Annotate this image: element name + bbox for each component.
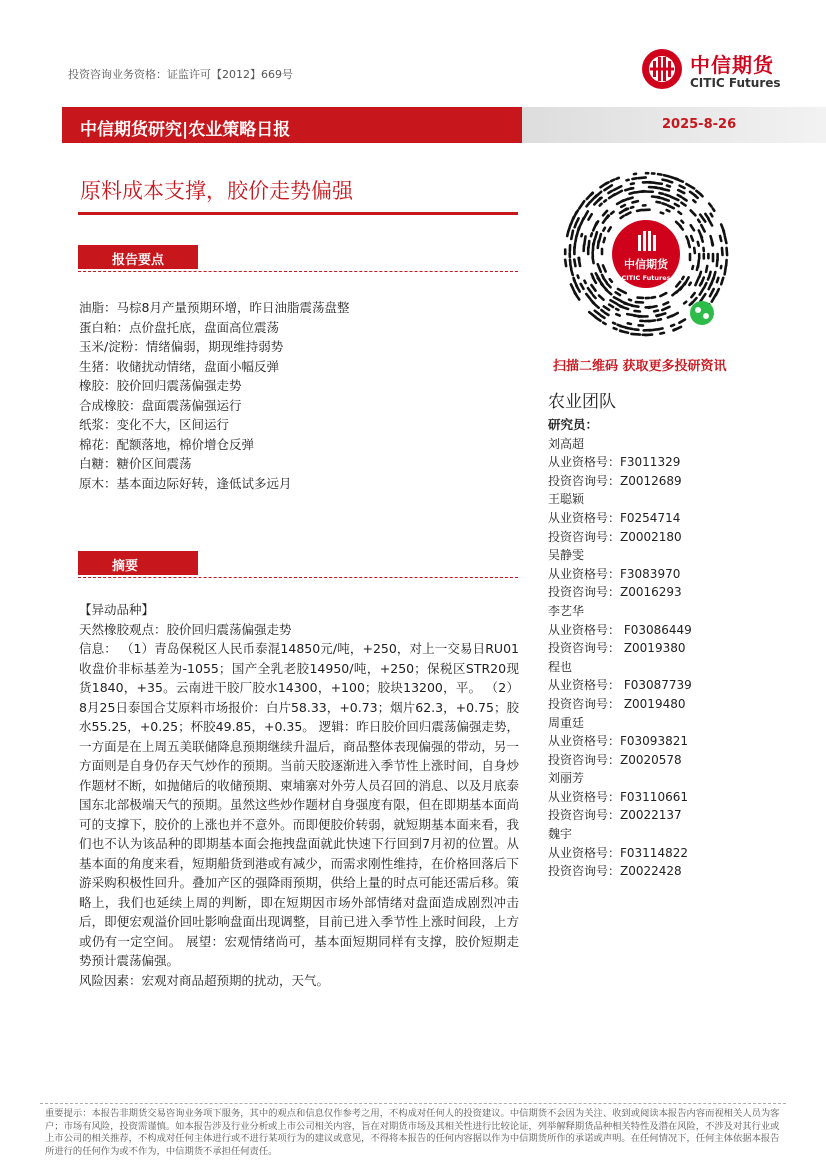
qr-dot xyxy=(667,186,670,187)
qr-dot xyxy=(665,195,670,197)
qr-dot xyxy=(611,212,613,214)
team-member xyxy=(548,714,768,770)
qr-dot xyxy=(622,302,627,304)
list-item: 合成橡胶：盘面震荡偏强运行 xyxy=(79,397,242,413)
qr-dot xyxy=(613,323,615,324)
section-label: 【异动品种】 xyxy=(79,602,155,617)
qr-dot xyxy=(708,278,709,280)
qr-dot xyxy=(632,201,637,202)
list-item: 生猪：收储扰动情绪，盘面小幅反弹 xyxy=(79,358,280,374)
qr-dot xyxy=(717,260,718,266)
qr-dot xyxy=(706,266,707,272)
qr-dot xyxy=(693,200,695,202)
member-advisory-id: 投资咨询号：Z0020578 xyxy=(548,752,682,767)
qr-dot xyxy=(626,212,631,214)
qr-dot xyxy=(686,236,688,241)
qr-dot xyxy=(614,297,621,301)
qr-dot xyxy=(701,195,703,197)
qr-dot xyxy=(700,215,705,222)
qr-dot xyxy=(661,189,669,191)
key-points-header xyxy=(78,245,518,269)
qr-dot xyxy=(668,181,672,182)
qr-dot xyxy=(658,197,663,198)
list-item: 纸浆：变化不大，区间运行 xyxy=(79,417,230,432)
qr-dot xyxy=(632,178,636,179)
qr-dot xyxy=(691,210,696,215)
qr-dot xyxy=(608,191,611,193)
qr-dot xyxy=(604,306,609,310)
qr-dot xyxy=(691,236,693,241)
qr-dot xyxy=(578,226,580,231)
qr-dot xyxy=(593,295,595,298)
team-member xyxy=(548,546,768,602)
qr-dot xyxy=(709,219,713,225)
qr-dot xyxy=(602,275,603,278)
qr-dot xyxy=(604,200,606,201)
qr-dot xyxy=(680,226,683,229)
summary-body xyxy=(79,600,519,990)
member-qualification: 从业资格号：F0254714 xyxy=(548,510,681,525)
qr-dot xyxy=(695,278,698,286)
qr-dot xyxy=(625,209,628,210)
member-qualification: 从业资格号： F03086449 xyxy=(548,622,692,637)
qr-dot xyxy=(698,220,699,222)
qr-dot xyxy=(721,278,723,284)
qr-dot xyxy=(603,228,605,231)
member-name: 李艺华 xyxy=(548,603,585,618)
qr-dot xyxy=(691,225,694,230)
qr-dot xyxy=(578,276,579,278)
qr-dot xyxy=(654,311,658,312)
qr-dot xyxy=(608,227,610,231)
qr-dot xyxy=(631,183,634,184)
qr-dot xyxy=(717,278,718,282)
qr-dot xyxy=(679,319,685,322)
risk-text: 风险因素：宏观对商品超预期的扰动，天气。 xyxy=(79,972,330,988)
qr-dot xyxy=(570,264,571,269)
qr-dot xyxy=(629,300,631,301)
qr-dot xyxy=(591,233,592,236)
qr-dot xyxy=(667,210,670,211)
key-points-heading: 报告要点 xyxy=(112,253,165,268)
qr-dot xyxy=(709,204,711,207)
member-advisory-id: 投资咨询号：Z0022137 xyxy=(548,808,682,823)
qr-dot xyxy=(628,198,632,199)
qr-dot xyxy=(700,283,701,285)
qr-dot xyxy=(701,225,704,231)
list-item: 白糖：糖价区间震荡 xyxy=(79,456,192,471)
qr-dot xyxy=(678,190,684,193)
qr-dot xyxy=(710,289,714,296)
logo-en-text: CITIC Futures xyxy=(690,76,781,90)
qr-dot xyxy=(725,236,727,243)
qr-dot xyxy=(603,323,605,324)
qr-dot xyxy=(607,283,611,287)
qr-dot xyxy=(658,319,661,320)
qr-dot xyxy=(583,211,587,219)
disclaimer-text: 重要提示：本报告非期货交易咨询业务项下服务，其中的观点和信息仅作参考之用，不构成对任何人的投资建议。中信期货不会因为关注、收到或阅读本报告内容而视相关人员为客户；市场有风险，投资需谨慎。如本报告涉及行业分析或上市公司相关内容，旨在对期货市场及其相关性进行比较论证，列举解释期货品种相关特性及潜在风险，不涉及对其行业或上市公司的相关推荐，不构成对任何主体进行或不进行某项行为的建议或意见，不得将本报告的任何内容据以作为中信期货所作的承诺或声明。在任何情况下，任何主体依据本报告所进行的任何作为或不作为，中信期货不承担任何责任。 xyxy=(45,1108,780,1157)
qr-dot xyxy=(574,278,575,281)
title-divider xyxy=(78,212,518,215)
qr-dot xyxy=(711,214,713,217)
report-date: 2025-8-26 xyxy=(662,117,737,132)
qr-dot xyxy=(607,216,609,218)
member-advisory-id: 投资咨询号：Z0022428 xyxy=(548,864,682,879)
qr-dot xyxy=(631,334,640,335)
qr-dot xyxy=(598,264,601,272)
qr-dot xyxy=(592,274,594,278)
qr-dot xyxy=(616,314,619,315)
list-item: 棉花：配额落地，棉价增仓反弹 xyxy=(79,436,255,452)
qr-dot xyxy=(575,223,577,228)
qr-dot xyxy=(678,195,682,197)
report-banner xyxy=(0,107,826,143)
qr-dot xyxy=(676,282,680,287)
member-qualification: 从业资格号： F03087739 xyxy=(548,678,692,693)
qr-dot xyxy=(690,302,693,304)
qr-dot xyxy=(637,210,642,211)
qr-dot xyxy=(601,315,605,317)
member-advisory-id: 投资咨询号： Z0019380 xyxy=(548,641,686,656)
qr-dot xyxy=(713,208,715,210)
qr-dot xyxy=(589,241,590,248)
member-name: 吴静雯 xyxy=(548,548,585,563)
member-qualification: 从业资格号：F03114822 xyxy=(548,845,688,860)
team-member xyxy=(548,435,768,491)
qr-dot xyxy=(588,214,591,219)
qr-dot xyxy=(616,309,618,310)
qr-dot xyxy=(712,294,716,301)
qr-dot xyxy=(574,260,575,266)
qr-dot xyxy=(596,318,600,321)
qr-dot xyxy=(594,240,595,245)
qr-dot xyxy=(709,272,710,277)
qr-dot xyxy=(589,312,595,317)
member-qualification: 从业资格号：F3011329 xyxy=(548,455,681,470)
qr-dot xyxy=(709,283,712,289)
qr-dot xyxy=(603,265,606,271)
qr-dot xyxy=(700,294,705,301)
member-name: 王聪颖 xyxy=(548,492,585,507)
qr-center-cn: 中信期货 xyxy=(624,258,668,271)
qr-dot xyxy=(683,198,687,200)
section-divider xyxy=(78,271,518,272)
qr-dot xyxy=(599,234,601,242)
qr-dot xyxy=(678,212,681,214)
qr-dot xyxy=(668,316,673,318)
qr-dot xyxy=(603,211,607,215)
qr-dot xyxy=(610,279,612,282)
banner-title: 中信期货研究|农业策略日报 xyxy=(80,120,291,140)
qr-dot xyxy=(681,221,683,223)
qr-dot xyxy=(727,248,728,255)
qr-dot xyxy=(663,302,668,304)
member-name: 刘高超 xyxy=(548,436,585,451)
qr-caption: 扫描二维码 获取更多投研资讯 xyxy=(553,359,727,374)
qr-dot xyxy=(591,193,593,195)
qr-dot xyxy=(692,266,693,269)
page-title: 原料成本支撑，胶价走势偏强 xyxy=(80,179,353,203)
qr-dot xyxy=(698,242,699,246)
qr-dot xyxy=(657,202,661,203)
qr-dot xyxy=(638,177,645,178)
member-name: 周重廷 xyxy=(548,715,585,730)
qr-dot xyxy=(668,206,674,209)
qr-dot xyxy=(584,281,585,283)
member-name: 程也 xyxy=(548,659,573,674)
qr-dot xyxy=(682,277,683,279)
qr-dot xyxy=(581,234,582,236)
qr-dot xyxy=(581,284,584,289)
qr-dot xyxy=(661,213,663,214)
qr-dot xyxy=(591,300,594,303)
qr-dot xyxy=(609,305,613,307)
qr-dot xyxy=(567,231,568,236)
qr-dot xyxy=(571,270,573,275)
qr-dot xyxy=(614,328,617,329)
team-member xyxy=(548,825,768,881)
qr-dot xyxy=(595,311,600,315)
member-name: 刘丽芳 xyxy=(548,771,585,786)
qr-dot xyxy=(627,314,635,315)
qr-dot xyxy=(659,193,663,194)
qr-dot xyxy=(614,186,622,190)
qr-dot xyxy=(606,182,609,184)
qr-dot xyxy=(722,248,723,255)
qr-dot xyxy=(680,186,685,188)
qr-dot xyxy=(712,242,713,245)
qr-dot xyxy=(627,180,629,181)
qr-dot xyxy=(701,236,703,241)
member-qualification: 从业资格号：F03093821 xyxy=(548,734,688,749)
viewpoint-text: 天然橡胶观点：胶价回归震荡偏强走势 xyxy=(79,621,292,637)
qr-dot xyxy=(565,260,566,266)
qr-dot xyxy=(579,201,584,208)
qr-center-en: CITIC Futures xyxy=(621,274,671,282)
qr-dot xyxy=(571,231,573,239)
member-advisory-id: 投资咨询号：Z0016293 xyxy=(548,585,682,600)
qr-dot xyxy=(587,203,590,207)
qr-dot xyxy=(604,185,611,190)
qr-dot xyxy=(674,329,676,330)
qr-dot xyxy=(584,236,585,245)
qr-dot xyxy=(604,238,605,242)
qr-dot xyxy=(671,197,678,200)
qr-dot xyxy=(630,192,635,193)
qr-dot xyxy=(635,311,640,312)
qr-dot xyxy=(576,210,578,213)
footer-divider xyxy=(40,1103,786,1104)
qr-dot xyxy=(577,218,579,221)
qr-dot xyxy=(655,183,662,184)
qr-dot xyxy=(694,248,695,253)
qr-code-icon xyxy=(562,165,730,343)
qr-dot xyxy=(614,191,622,195)
qr-dot xyxy=(651,297,655,298)
logo-cn-text: 中信期货 xyxy=(690,53,774,77)
qr-dot xyxy=(684,302,686,304)
list-item: 橡胶：胶价回归震荡偏强走势 xyxy=(79,378,242,393)
qr-dot xyxy=(618,325,621,326)
qr-dot xyxy=(675,204,679,206)
member-advisory-id: 投资咨询号： Z0019480 xyxy=(548,696,686,711)
list-item: 蛋白粕：点价盘托底，盘面高位震荡 xyxy=(79,319,280,335)
member-name: 魏宇 xyxy=(548,827,573,842)
qr-dot xyxy=(691,293,694,297)
qr-dot xyxy=(700,288,704,294)
qr-dot xyxy=(620,331,622,332)
qr-dot xyxy=(618,289,626,293)
qr-dot xyxy=(720,236,721,241)
qr-dot xyxy=(662,307,669,310)
team-panel xyxy=(548,387,768,881)
qr-dot xyxy=(616,292,620,295)
citic-logo-icon xyxy=(640,47,684,91)
qr-dot xyxy=(704,283,706,288)
qr-dot xyxy=(571,284,573,289)
member-qualification: 从业资格号：F3083970 xyxy=(548,566,681,581)
qr-dot xyxy=(681,203,685,206)
qr-dot xyxy=(686,184,694,188)
qr-dot xyxy=(618,305,622,307)
list-item: 油脂：马棕8月产量预期环增，昨日油脂震荡盘整 xyxy=(79,300,350,315)
qr-dot xyxy=(660,333,664,334)
summary-heading: 摘要 xyxy=(112,559,139,574)
qr-dot xyxy=(599,295,604,299)
qr-dot xyxy=(605,313,609,315)
qr-dot xyxy=(611,300,618,304)
qr-dot xyxy=(723,230,724,234)
qr-dot xyxy=(671,325,674,326)
qr-dot xyxy=(586,294,590,299)
qr-dot xyxy=(660,293,666,296)
summary-header xyxy=(78,551,518,575)
qr-dot xyxy=(689,283,690,285)
team-member xyxy=(548,658,768,714)
qr-dot xyxy=(628,323,631,324)
qr-dot xyxy=(621,205,625,207)
team-title: 农业团队 xyxy=(548,392,616,412)
qr-dot xyxy=(662,203,666,204)
qr-dot xyxy=(688,242,689,247)
qr-dot xyxy=(672,291,677,295)
team-member xyxy=(548,490,768,546)
qr-dot xyxy=(595,232,597,239)
license-text: 投资咨询业务资格：证监许可【2012】669号 xyxy=(68,68,293,81)
member-advisory-id: 投资咨询号：Z0002180 xyxy=(548,529,682,544)
qr-dot xyxy=(596,273,600,280)
member-advisory-id: 投资咨询号：Z0012689 xyxy=(548,473,682,488)
qr-dot xyxy=(699,272,701,277)
qr-dot xyxy=(616,178,618,179)
qr-dot xyxy=(676,179,683,182)
qr-dot xyxy=(695,196,698,198)
qr-dot xyxy=(600,204,602,206)
qr-dot xyxy=(725,266,726,274)
qr-dot xyxy=(601,310,603,312)
team-member xyxy=(548,602,768,658)
qr-dot xyxy=(664,175,668,176)
section-divider xyxy=(78,577,518,578)
qr-dot xyxy=(591,285,595,291)
qr-dot xyxy=(656,315,659,316)
qr-dot xyxy=(631,207,633,208)
qr-dot xyxy=(697,266,698,270)
qr-dot xyxy=(588,288,592,293)
list-item: 原木：基本面边际好转，逢低试多远月 xyxy=(79,475,292,491)
company-logo xyxy=(640,45,805,95)
key-points-list xyxy=(79,298,519,493)
team-subtitle: 研究员： xyxy=(548,417,599,432)
qr-dot xyxy=(658,328,663,329)
list-item: 玉米/淀粉：情绪偏弱，期现维持弱势 xyxy=(79,339,284,354)
qr-dot xyxy=(621,216,624,218)
qr-dot xyxy=(658,174,661,175)
member-qualification: 从业资格号：F03110661 xyxy=(548,789,688,804)
qr-dot xyxy=(611,180,614,182)
team-member xyxy=(548,769,768,825)
analysis-paragraph: 信息： （1）青岛保税区人民币泰混14850元/吨，+250，对上一交易日RU01收盘价非标基差为-1055；国产全乳老胶14950/吨，+250；保税区STR20现货1840，+35。云南进干胶厂胶水14300，+100；胶块13200，平。 （2）8月25日泰国合艾原料市场报价：白片58.33，+0.73；烟片62.3，+0.75；胶水55.25，+0.25；杯胶49.85，+0.35。 逻辑：昨日胶价回归震荡偏强走势， 一方面是在上周五美联储降息预期继续升温后，商品整体表现偏强的带动，另一方面则是自身仍存天气炒作的预期。当前天胶逐渐进入季节性上涨时间，自身炒作题材不断，如抛储后的收储预期、柬埔寨对外劳人员召回的消息、以及月底泰国东北部极端天气的预期。虽然这些炒作题材自身强度有限，但在即期基本面尚可的支撑下，胶价的上涨也并不意外。而即便胶价转弱，就短期基本面来看，我们也不认为该品种的即期基本面会拖拽盘面就此快速下行回到7月初的位置。从基本面的角度来看，短期船货到港或有减少，而需求刚性维持，在价格回落后下游采购积极性回升。叠加产区的强降雨预期，供给上量的时点可能还需后移。策略上，我们也延续上周的判断，即在短期因市场外部情绪对盘面造成剧烈冲击后，即便宏观溢价回吐影响盘面出现调整，目前已进入季节性上涨时间段，上方或仍有一定空间。 展望：宏观情绪尚可，基本面短期同样有支撑，胶价短期走势预计震荡偏强。 xyxy=(79,641,519,968)
qr-dot xyxy=(664,199,669,201)
